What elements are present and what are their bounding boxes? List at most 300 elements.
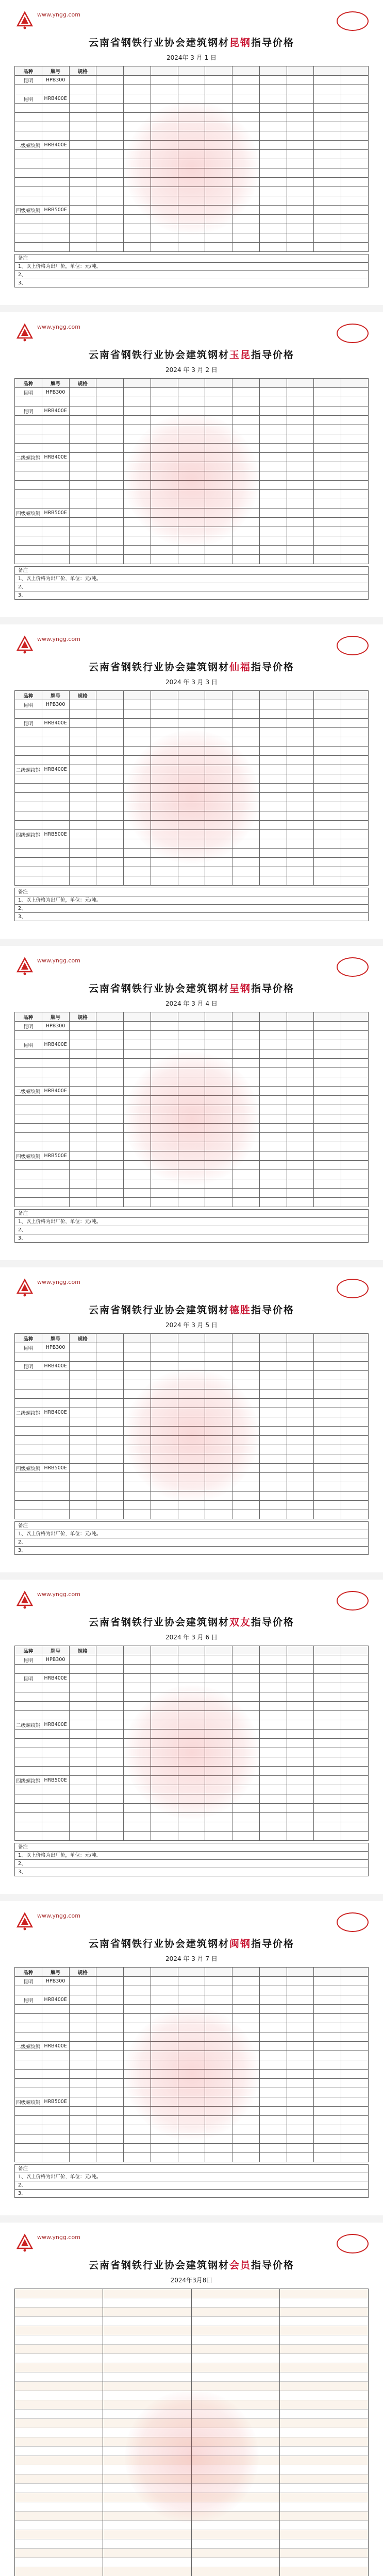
- table-cell: 昆明: [15, 76, 42, 85]
- table-cell: [124, 1711, 151, 1720]
- table-cell: [287, 1022, 314, 1031]
- table-header-row: [15, 379, 369, 388]
- table-row: [15, 2051, 369, 2060]
- column-header: 品种: [15, 379, 42, 388]
- table-cell: [42, 709, 69, 719]
- table-cell: [287, 1343, 314, 1352]
- table-cell: [287, 1785, 314, 1794]
- table-cell: [151, 546, 178, 555]
- table-cell: [287, 1059, 314, 1068]
- table-cell: [15, 462, 42, 471]
- table-cell: [96, 1822, 124, 1832]
- table-cell: [341, 196, 369, 206]
- table-cell: [259, 2070, 287, 2079]
- table-cell: HRB500E: [42, 1464, 69, 1473]
- table-cell: [259, 1711, 287, 1720]
- table-row: [15, 168, 369, 178]
- table-cell: [314, 1492, 341, 1501]
- table-cell: [314, 150, 341, 159]
- table-cell: [205, 2097, 232, 2107]
- table-cell: [15, 1170, 42, 1179]
- site-url[interactable]: www.yngg.com: [37, 324, 80, 330]
- table-cell: [124, 1730, 151, 1739]
- table-cell: [314, 849, 341, 858]
- table-cell: HPB300: [42, 1977, 69, 1986]
- table-cell: [42, 793, 69, 802]
- list-item: [15, 2521, 103, 2530]
- table-cell: [259, 1674, 287, 1683]
- table-cell: [232, 206, 260, 215]
- table-cell: [96, 2032, 124, 2042]
- table-cell: [287, 1492, 314, 1501]
- table-cell: [124, 1655, 151, 1665]
- table-cell: [314, 2144, 341, 2153]
- doc-title-accent: 昆钢: [229, 37, 251, 48]
- table-cell: [287, 444, 314, 453]
- table-cell: [69, 1674, 96, 1683]
- table-cell: [124, 709, 151, 719]
- table-cell: [259, 2005, 287, 2014]
- table-row: [15, 1352, 369, 1362]
- table-cell: [287, 85, 314, 94]
- table-cell: [15, 1031, 42, 1040]
- table-cell: [69, 406, 96, 416]
- table-cell: [205, 858, 232, 867]
- table-cell: [341, 839, 369, 849]
- table-cell: [314, 1068, 341, 1077]
- table-cell: [124, 1674, 151, 1683]
- table-cell: [15, 122, 42, 131]
- table-cell: [69, 131, 96, 141]
- table-cell: [42, 876, 69, 886]
- table-cell: [178, 2079, 205, 2088]
- table-cell: [178, 1114, 205, 1124]
- table-cell: [314, 85, 341, 94]
- list-item: [15, 2493, 103, 2502]
- table-cell: [341, 1142, 369, 1151]
- table-cell: [151, 1105, 178, 1114]
- table-cell: [314, 555, 341, 564]
- table-cell: 四级螺纹钢: [15, 1776, 42, 1785]
- table-cell: [151, 85, 178, 94]
- table-cell: [96, 150, 124, 159]
- site-url[interactable]: www.yngg.com: [37, 1279, 80, 1285]
- member-column: [15, 2289, 103, 2576]
- table-cell: [341, 1730, 369, 1739]
- table-cell: [314, 141, 341, 150]
- table-cell: [314, 1105, 341, 1114]
- site-url[interactable]: www.yngg.com: [37, 1591, 80, 1598]
- site-url[interactable]: www.yngg.com: [37, 636, 80, 642]
- table-cell: [341, 444, 369, 453]
- table-cell: [15, 867, 42, 876]
- table-row: [15, 2125, 369, 2134]
- table-cell: [314, 802, 341, 811]
- table-cell: [42, 1427, 69, 1436]
- table-cell: [96, 1454, 124, 1464]
- table-cell: HRB400E: [42, 1040, 69, 1049]
- table-cell: [232, 406, 260, 416]
- table-cell: [178, 2023, 205, 2032]
- table-cell: [287, 509, 314, 518]
- column-header: [287, 691, 314, 700]
- table-cell: [15, 802, 42, 811]
- table-cell: [15, 1739, 42, 1748]
- table-row: [15, 1794, 369, 1804]
- table-cell: [96, 1674, 124, 1683]
- table-cell: [341, 1417, 369, 1427]
- table-cell: [314, 2023, 341, 2032]
- table-cell: [69, 1464, 96, 1473]
- table-cell: [124, 94, 151, 104]
- table-cell: [69, 187, 96, 196]
- table-cell: [15, 1767, 42, 1776]
- table-cell: [151, 2014, 178, 2023]
- table-cell: [178, 1198, 205, 1207]
- table-cell: [178, 1794, 205, 1804]
- doc-title-prefix: 云南省钢铁行业协会建筑钢材: [88, 1617, 229, 1628]
- table-row: [15, 1986, 369, 1995]
- list-item: [103, 2298, 191, 2308]
- table-cell: [314, 1151, 341, 1161]
- note-line: 1、以上价格为出厂价，单位：元/吨。: [14, 1852, 369, 1860]
- table-cell: [178, 1986, 205, 1995]
- doc-title-suffix: 指导价格: [251, 37, 295, 48]
- table-cell: [69, 555, 96, 564]
- table-row: [15, 2060, 369, 2070]
- table-cell: [232, 1832, 260, 1841]
- table-cell: [151, 416, 178, 425]
- table-cell: [287, 224, 314, 233]
- table-cell: [151, 131, 178, 141]
- table-cell: [15, 2107, 42, 2116]
- table-cell: [178, 76, 205, 85]
- table-cell: [69, 1068, 96, 1077]
- table-cell: [259, 876, 287, 886]
- doc-date: 2024年 3 月 1 日: [166, 54, 217, 61]
- table-cell: 昆明: [15, 406, 42, 416]
- table-cell: [341, 471, 369, 481]
- table-cell: [96, 867, 124, 876]
- table-cell: [287, 756, 314, 765]
- table-cell: [232, 1822, 260, 1832]
- table-cell: [124, 719, 151, 728]
- table-cell: [314, 168, 341, 178]
- table-cell: [178, 499, 205, 509]
- table-cell: [341, 1692, 369, 1702]
- table-cell: [232, 719, 260, 728]
- table-cell: [259, 1151, 287, 1161]
- table-cell: [124, 1142, 151, 1151]
- table-cell: [314, 1389, 341, 1399]
- list-item: [280, 2475, 368, 2484]
- table-cell: [205, 2088, 232, 2097]
- table-cell: [151, 94, 178, 104]
- table-cell: [15, 1049, 42, 1059]
- table-cell: [314, 1096, 341, 1105]
- table-cell: [151, 737, 178, 747]
- table-cell: [287, 2023, 314, 2032]
- table-cell: [96, 1040, 124, 1049]
- table-cell: [96, 839, 124, 849]
- table-cell: [287, 490, 314, 499]
- table-cell: [178, 490, 205, 499]
- table-cell: [205, 756, 232, 765]
- table-cell: [15, 434, 42, 444]
- note-line: 2、: [14, 2181, 369, 2190]
- table-cell: [151, 1501, 178, 1510]
- table-cell: [287, 462, 314, 471]
- list-item: [15, 2308, 103, 2317]
- column-header: [232, 1334, 260, 1343]
- note-line: 1、以上价格为出厂价，单位：元/吨。: [14, 2173, 369, 2181]
- table-cell: HPB300: [42, 700, 69, 709]
- column-header: [259, 1968, 287, 1977]
- table-cell: [259, 1720, 287, 1730]
- notes-block: [14, 2164, 369, 2198]
- table-cell: [205, 1711, 232, 1720]
- table-cell: [287, 1436, 314, 1445]
- table-cell: [42, 1049, 69, 1059]
- table-cell: [341, 2116, 369, 2125]
- table-cell: [151, 1473, 178, 1482]
- site-url[interactable]: www.yngg.com: [37, 2234, 80, 2241]
- table-cell: [232, 187, 260, 196]
- site-url[interactable]: www.yngg.com: [37, 1912, 80, 1919]
- table-cell: [124, 1040, 151, 1049]
- table-row: [15, 2079, 369, 2088]
- table-cell: [259, 434, 287, 444]
- table-cell: [124, 196, 151, 206]
- table-cell: [69, 527, 96, 536]
- column-header: 品种: [15, 1646, 42, 1655]
- table-cell: [124, 2097, 151, 2107]
- table-row: [15, 1389, 369, 1399]
- table-cell: [96, 196, 124, 206]
- list-item: [15, 2354, 103, 2363]
- table-cell: [69, 1482, 96, 1492]
- table-cell: [69, 2079, 96, 2088]
- table-cell: [314, 1813, 341, 1822]
- table-cell: [151, 1371, 178, 1380]
- table-cell: [232, 1757, 260, 1767]
- table-cell: [205, 1804, 232, 1813]
- doc-title: [14, 2258, 369, 2272]
- table-cell: [151, 1142, 178, 1151]
- table-cell: [96, 784, 124, 793]
- list-item: [192, 2345, 279, 2354]
- table-cell: [232, 1124, 260, 1133]
- doc-title-accent: 呈钢: [229, 983, 251, 994]
- price-table: [14, 66, 369, 252]
- table-cell: [205, 1114, 232, 1124]
- column-header: [259, 1012, 287, 1022]
- table-cell: [96, 2125, 124, 2134]
- table-cell: [287, 1692, 314, 1702]
- table-cell: [69, 1059, 96, 1068]
- table-cell: [69, 1343, 96, 1352]
- table-cell: [178, 397, 205, 406]
- table-row: [15, 867, 369, 876]
- table-cell: [287, 536, 314, 546]
- table-cell: [124, 2134, 151, 2144]
- table-cell: [232, 2051, 260, 2060]
- table-row: [15, 1436, 369, 1445]
- table-cell: [232, 2023, 260, 2032]
- table-cell: [341, 243, 369, 252]
- table-cell: [15, 858, 42, 867]
- list-item: [280, 2521, 368, 2530]
- table-cell: [259, 388, 287, 397]
- site-url[interactable]: www.yngg.com: [37, 11, 80, 18]
- table-cell: [259, 527, 287, 536]
- table-row: [15, 1189, 369, 1198]
- table-cell: [232, 1040, 260, 1049]
- table-cell: [232, 2005, 260, 2014]
- table-cell: [178, 1077, 205, 1087]
- table-cell: [178, 2060, 205, 2070]
- table-cell: [287, 1170, 314, 1179]
- table-row: [15, 1151, 369, 1161]
- table-cell: [341, 1087, 369, 1096]
- column-header: [314, 1968, 341, 1977]
- table-cell: [232, 2014, 260, 2023]
- table-row: [15, 416, 369, 425]
- table-cell: [124, 104, 151, 113]
- table-cell: [151, 1702, 178, 1711]
- table-cell: [205, 2079, 232, 2088]
- table-cell: [314, 1445, 341, 1454]
- table-cell: 昆明: [15, 1040, 42, 1049]
- table-cell: [124, 206, 151, 215]
- table-cell: [314, 1133, 341, 1142]
- association-logo-icon: [14, 1590, 35, 1611]
- table-cell: [96, 1804, 124, 1813]
- table-cell: [124, 2060, 151, 2070]
- table-cell: [124, 728, 151, 737]
- table-cell: [124, 150, 151, 159]
- table-cell: [178, 737, 205, 747]
- table-cell: [205, 224, 232, 233]
- table-cell: [341, 719, 369, 728]
- table-cell: [232, 425, 260, 434]
- list-item: [280, 2428, 368, 2437]
- table-cell: [341, 793, 369, 802]
- table-cell: [69, 1151, 96, 1161]
- table-cell: [205, 555, 232, 564]
- table-cell: [42, 1133, 69, 1142]
- table-cell: [314, 2153, 341, 2162]
- table-cell: [124, 1161, 151, 1170]
- table-row: [15, 150, 369, 159]
- list-item: [15, 2530, 103, 2539]
- table-cell: [314, 1739, 341, 1748]
- table-cell: [69, 2042, 96, 2051]
- table-cell: [259, 94, 287, 104]
- table-cell: [314, 1417, 341, 1427]
- column-header: [124, 1646, 151, 1655]
- column-header: [96, 691, 124, 700]
- table-cell: [287, 1748, 314, 1757]
- table-row: [15, 728, 369, 737]
- table-row: [15, 1683, 369, 1692]
- table-cell: [205, 388, 232, 397]
- site-url[interactable]: www.yngg.com: [37, 957, 80, 964]
- table-cell: [259, 839, 287, 849]
- table-cell: [341, 397, 369, 406]
- table-cell: [178, 1776, 205, 1785]
- note-line: 2、: [14, 583, 369, 591]
- table-cell: [341, 168, 369, 178]
- table-cell: [42, 2153, 69, 2162]
- table-cell: [178, 215, 205, 224]
- table-cell: [15, 416, 42, 425]
- table-cell: [15, 1059, 42, 1068]
- table-cell: [314, 2051, 341, 2060]
- table-cell: [69, 1785, 96, 1794]
- table-cell: [259, 453, 287, 462]
- table-row: [15, 1995, 369, 2005]
- table-cell: [205, 1832, 232, 1841]
- table-cell: [314, 1510, 341, 1519]
- table-cell: [96, 1473, 124, 1482]
- column-header: 品种: [15, 1968, 42, 1977]
- table-cell: [205, 728, 232, 737]
- table-header-row: [15, 1012, 369, 1022]
- association-logo-icon: [14, 10, 35, 31]
- table-cell: [287, 471, 314, 481]
- table-cell: [15, 1813, 42, 1822]
- table-cell: [232, 2097, 260, 2107]
- table-row: [15, 1776, 369, 1785]
- table-cell: [178, 1822, 205, 1832]
- table-cell: [96, 1748, 124, 1757]
- table-cell: [96, 1683, 124, 1692]
- table-cell: [314, 536, 341, 546]
- table-cell: [205, 131, 232, 141]
- table-cell: [151, 1059, 178, 1068]
- table-cell: [314, 1711, 341, 1720]
- list-item: [15, 2447, 103, 2456]
- table-cell: [124, 168, 151, 178]
- table-cell: [205, 113, 232, 122]
- table-cell: [259, 719, 287, 728]
- table-cell: [232, 1114, 260, 1124]
- table-cell: [287, 397, 314, 406]
- table-cell: [124, 867, 151, 876]
- list-item: [280, 2465, 368, 2475]
- table-cell: [69, 1720, 96, 1730]
- table-cell: [96, 1730, 124, 1739]
- table-cell: [15, 1352, 42, 1362]
- table-cell: [341, 187, 369, 196]
- table-cell: [287, 178, 314, 187]
- table-row: [15, 131, 369, 141]
- table-cell: [205, 1692, 232, 1702]
- company-logo-icon: [337, 636, 369, 655]
- table-cell: [259, 243, 287, 252]
- table-cell: [341, 2070, 369, 2079]
- table-cell: [42, 821, 69, 830]
- table-cell: [42, 1794, 69, 1804]
- table-cell: [69, 1389, 96, 1399]
- table-cell: HRB400E: [42, 1362, 69, 1371]
- table-cell: [205, 2107, 232, 2116]
- table-cell: [15, 793, 42, 802]
- table-cell: [42, 499, 69, 509]
- column-header: 品种: [15, 1334, 42, 1343]
- table-cell: [232, 1343, 260, 1352]
